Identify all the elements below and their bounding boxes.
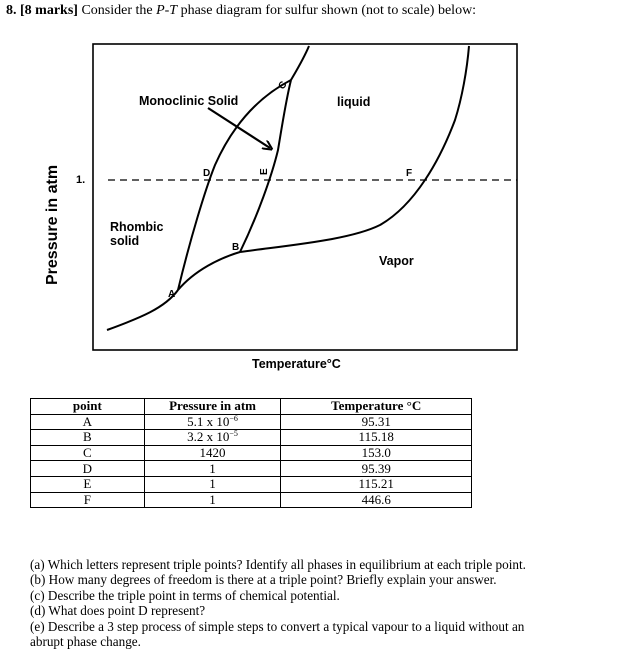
rhombic-label-2: solid [110,234,140,248]
table-row [31,430,472,446]
monoclinic-liquid-line [240,80,291,252]
point-b-label: B [232,242,240,253]
rhombic-label-1: Rhombic [110,220,164,234]
cell-temperature: 95.39 [281,461,472,477]
cell-point: C [31,445,145,461]
header-pressure: Pressure in atm [144,399,281,415]
header-point: point [31,399,145,415]
pressure-tick-label: 1. [76,174,86,186]
point-a-label: A [168,289,176,300]
point-c-label: C [276,79,290,92]
rhombic-liquid-line [291,46,309,80]
cell-point: A [31,414,145,430]
points-table [30,398,472,508]
cell-temperature: 153.0 [281,445,472,461]
question-marks: [8 marks] [20,3,78,18]
table-row [31,476,472,492]
question-c: (c) Describe the triple point in terms of chemical potential. [30,587,340,603]
question-a: (a) Which letters represent triple points? Identify all phases in equilibrium at each triple point. [30,557,526,572]
cell-pressure: 3.2 x $10^{-5}$ [144,430,281,446]
cell-temperature: 115.18 [281,430,472,446]
question-d: (d) What does point D represent? [30,603,206,619]
question-list [30,557,625,649]
y-axis-label: Pressure in atm [44,164,61,285]
cell-pressure: 1 [144,461,281,477]
liquid-vapor-curve [240,46,469,252]
header-temperature: Temperature °C [281,399,472,415]
point-d-label: D [203,168,211,179]
question-text-after: phase diagram for sulfur shown (not to scale) below: [177,3,477,18]
plot-frame [93,44,517,350]
cell-temperature: 115.21 [281,476,472,492]
table-row [31,414,472,430]
cell-point: B [31,430,145,446]
cell-pressure: 1 [144,476,281,492]
cell-point: D [31,461,145,477]
monoclinic-arrow [208,108,270,148]
table-row [31,492,472,508]
cell-temperature: 446.6 [281,492,472,508]
question-text-before: Consider the [81,3,157,18]
cell-pressure: 5.1 x $10^{-6}$ [144,414,281,430]
cell-pressure: 1 [144,492,281,508]
cell-point: F [31,492,145,508]
cell-pressure: 1420 [144,445,281,461]
vapor-label: Vapor [379,254,414,268]
cell-point: E [31,476,145,492]
point-e-label: E [259,168,270,175]
cell-temperature: 95.31 [281,414,472,430]
rhombic-monoclinic-line [178,80,291,290]
x-axis-label: Temperature°C [252,357,341,371]
monoclinic-label: Monoclinic Solid [139,94,239,108]
point-f-label: F [406,168,413,179]
liquid-label: liquid [337,95,371,109]
table-row [31,445,472,461]
question-e-continued: abrupt phase change. [30,634,141,650]
question-number: 8. [6,3,17,18]
table-header-row [31,399,472,415]
question-pt: P-T [156,3,178,18]
question-b: (b) How many degrees of freedom is there at a triple point? Briefly explain your answer. [30,572,497,588]
monoclinic-vapor-line [178,252,240,290]
table-row [31,461,472,477]
question-e: (e) Describe a 3 step process of simple steps to convert a typical vapour to a liquid without an [30,618,525,634]
